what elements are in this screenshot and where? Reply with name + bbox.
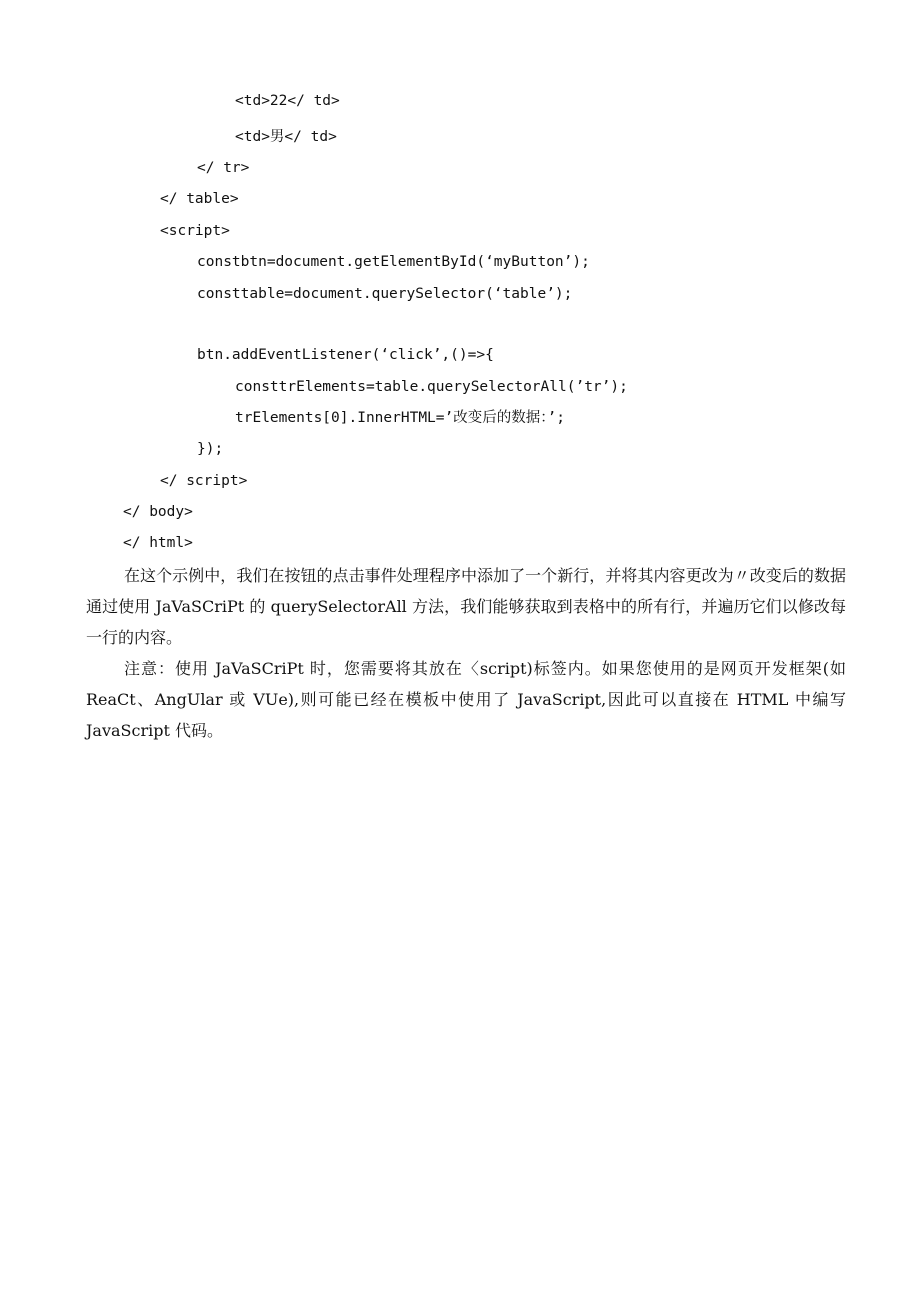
code-line: consttable=document.querySelector(‘table’); (197, 286, 573, 302)
body-text (86, 560, 846, 746)
code-line: </ html> (123, 535, 193, 551)
code-line: <script> (160, 223, 230, 239)
code-line: <td>男</ td> (235, 129, 337, 145)
code-line: </ script> (160, 473, 248, 489)
paragraph: 注意：使用 JaVaSCriPt 时，您需要将其放在〈script)标签内。如果您使用的是网页开发框架(如 ReaCt、AngUlar 或 VUe),则可能已经在模板中使用了 JavaScript,因此可以直接在 HTML 中编写 JavaScript 代码。 (86, 659, 846, 740)
code-line: </ tr> (197, 160, 250, 176)
code-line: </ table> (160, 191, 239, 207)
code-line: <td>22</ td> (235, 93, 340, 109)
code-line: btn.addEventListener(‘click’,()=>{ (197, 347, 494, 363)
code-line: trElements[0].InnerHTML=’改变后的数据：’; (235, 410, 565, 426)
paragraph: 在这个示例中，我们在按钮的点击事件处理程序中添加了一个新行，并将其内容更改为〃改变后的数据 通过使用 JaVaSCriPt 的 querySelectorAll 方法，我们能够获取到表格中的所有行，并遍历它们以修改每一行的内容。 (86, 566, 846, 647)
code-line: consttrElements=table.querySelectorAll(’tr’); (235, 379, 628, 395)
code-line: }); (197, 441, 224, 457)
code-line: </ body> (123, 504, 193, 520)
code-line: constbtn=document.getElementById(‘myButton’); (197, 254, 590, 270)
